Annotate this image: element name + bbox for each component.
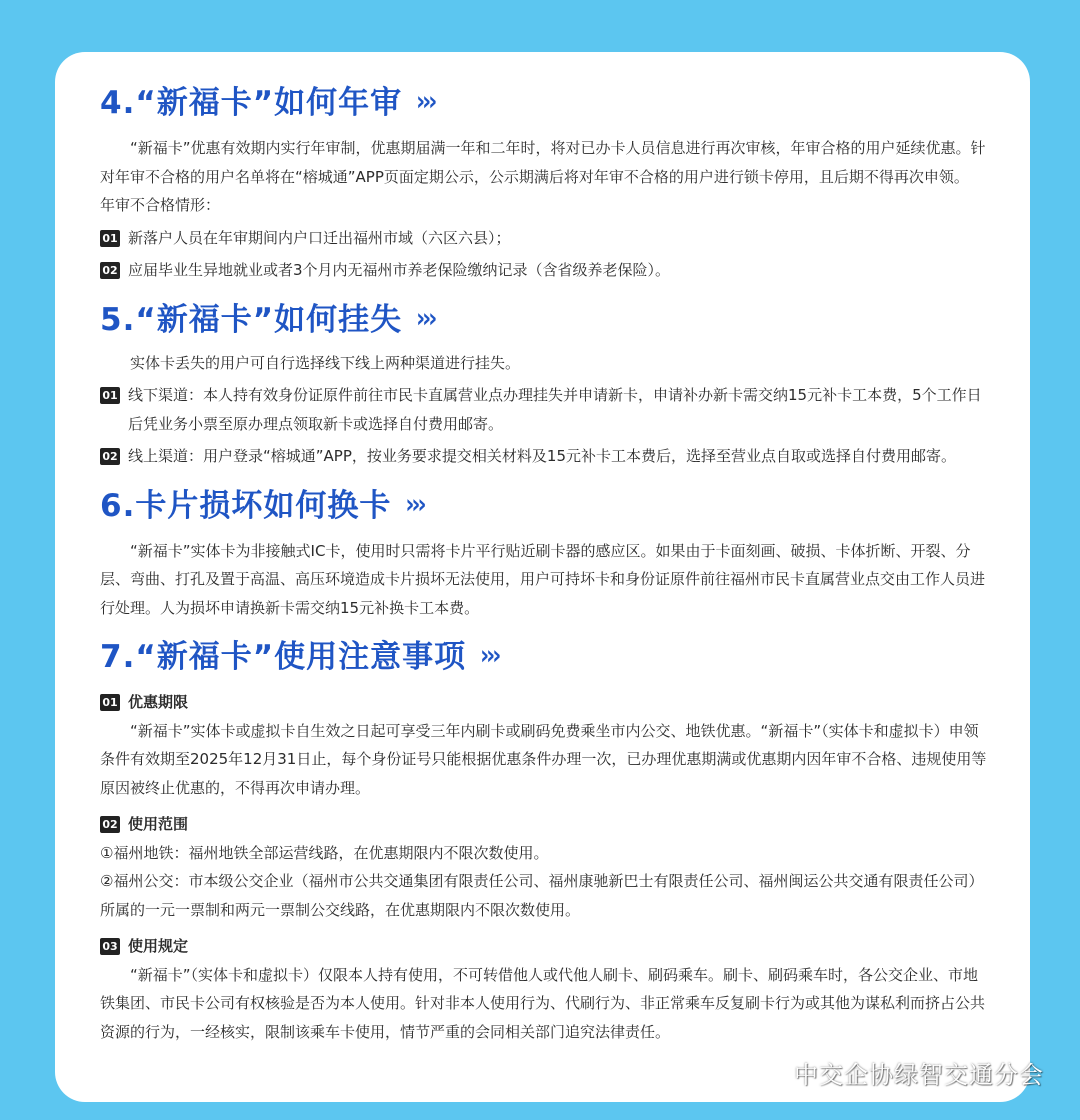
watermark [752,1055,1044,1090]
list-item-text: 新落户人员在年审期间内户口迁出福州市域（六区六县）； [128,228,511,247]
number-badge: 02 [100,448,120,465]
chevrons-icon: ››› [416,87,435,118]
paragraph: “新福卡”实体卡或虚拟卡自生效之日起可享受三年内刷卡或刷码免费乘坐市内公交、地铁优惠。“新福卡”（实体卡和虚拟卡）申领条件有效期至2025年12月31日止，每个身份证号只能根据优惠条件办理一次，已办理优惠期满或优惠期内因年审不合格、违规使用等原因被终止优惠的，不得再次申请办理。 [100,721,987,797]
section-title-text: 6.卡片损坏如何换卡 [100,487,392,524]
number-badge: 02 [100,262,120,279]
number-badge: 01 [100,387,120,404]
number-badge: 01 [100,694,120,711]
list-item [100,381,990,438]
list-item [100,442,990,471]
wechat-icon [752,1059,786,1087]
number-badge: 01 [100,230,120,247]
sub-section-label: 使用规定 [128,937,189,955]
sub-section-label: 优惠期限 [128,693,189,711]
sub-section-label: 使用范围 [128,815,189,833]
paragraph: “新福卡”（实体卡和虚拟卡）仅限本人持有使用，不可转借他人或代他人刷卡、刷码乘车。刷卡、刷码乘车时，各公交企业、市地铁集团、市民卡公司有权核验是否为本人使用。针对非本人使用行为、代刷行为、非正常乘车反复刷卡行为或其他为谋私利而挤占公共资源的行为，一经核实，限制该乘车卡使用，情节严重的会同相关部门追究法律责任。 [100,965,986,1041]
chevrons-icon: ››› [405,489,424,520]
section-title-card-replacement [100,485,990,527]
list-item [100,256,990,285]
number-badge: 03 [100,938,120,955]
section-title-text: 4.“新福卡”如何年审 [100,85,403,121]
sub-section-heading [100,932,990,961]
paragraph: ①福州地铁：福州地铁全部运营线路，在优惠期限内不限次数使用。 [100,843,549,862]
paragraph: “新福卡”实体卡为非接触式IC卡，使用时只需将卡片平行贴近刷卡器的感应区。如果由于卡面刻画、破损、卡体折断、开裂、分层、弯曲、打孔及置于高温、高压环境造成卡片损坏无法使用，用户可持坏卡和身份证原件前往福州市民卡直属营业点交由工作人员进行处理。人为损坏申请换新卡需交纳15元补换卡工本费。 [100,541,986,617]
section-title-usage-notes [100,636,990,678]
sub-heading: 年审不合格情形： [100,196,221,214]
chevrons-icon: ››› [416,303,435,334]
paragraph: “新福卡”优惠有效期内实行年审制，优惠期届满一年和二年时，将对已办卡人员信息进行再次审核，年审合格的用户延续优惠。针对年审不合格的用户名单将在“榕城通”APP页面定期公示，公示期满后将对年审不合格的用户进行锁卡停用，且后期不得再次申领。 [100,139,986,186]
chevrons-icon: ››› [480,641,499,672]
paragraph: 实体卡丢失的用户可自行选择线下线上两种渠道进行挂失。 [130,353,521,372]
list-item-text: 应届毕业生异地就业或者3个月内无福州市养老保险缴纳记录（含省级养老保险）。 [128,261,671,279]
list-item [100,224,990,253]
section-title-text: 7.“新福卡”使用注意事项 [100,639,467,675]
section-title-text: 5.“新福卡”如何挂失 [100,301,403,338]
section-title-annual-review [100,82,990,124]
watermark-text: 中交企协绿智交通分会 [794,1061,1044,1089]
sub-section-heading [100,688,990,717]
list-item-text: 线下渠道：本人持有效身份证原件前往市民卡直属营业点办理挂失并申请新卡，申请补办新卡需交纳15元补卡工本费，5个工作日后凭业务小票至原办理点领取新卡或选择自付费用邮寄。 [128,386,982,433]
section-title-report-loss [100,299,990,341]
paragraph: ②福州公交：市本级公交企业（福州市公共交通集团有限责任公司、福州康驰新巴士有限责任公司、福州闽运公共交通有限责任公司）所属的一元一票制和两元一票制公交线路，在优惠期限内不限次数使用。 [100,872,984,919]
sub-section-heading [100,810,990,839]
number-badge: 02 [100,816,120,833]
content-card [55,52,1030,1102]
list-item-text: 线上渠道：用户登录“榕城通”APP，按业务要求提交相关材料及15元补卡工本费后，选择至营业点自取或选择自付费用邮寄。 [128,447,956,465]
